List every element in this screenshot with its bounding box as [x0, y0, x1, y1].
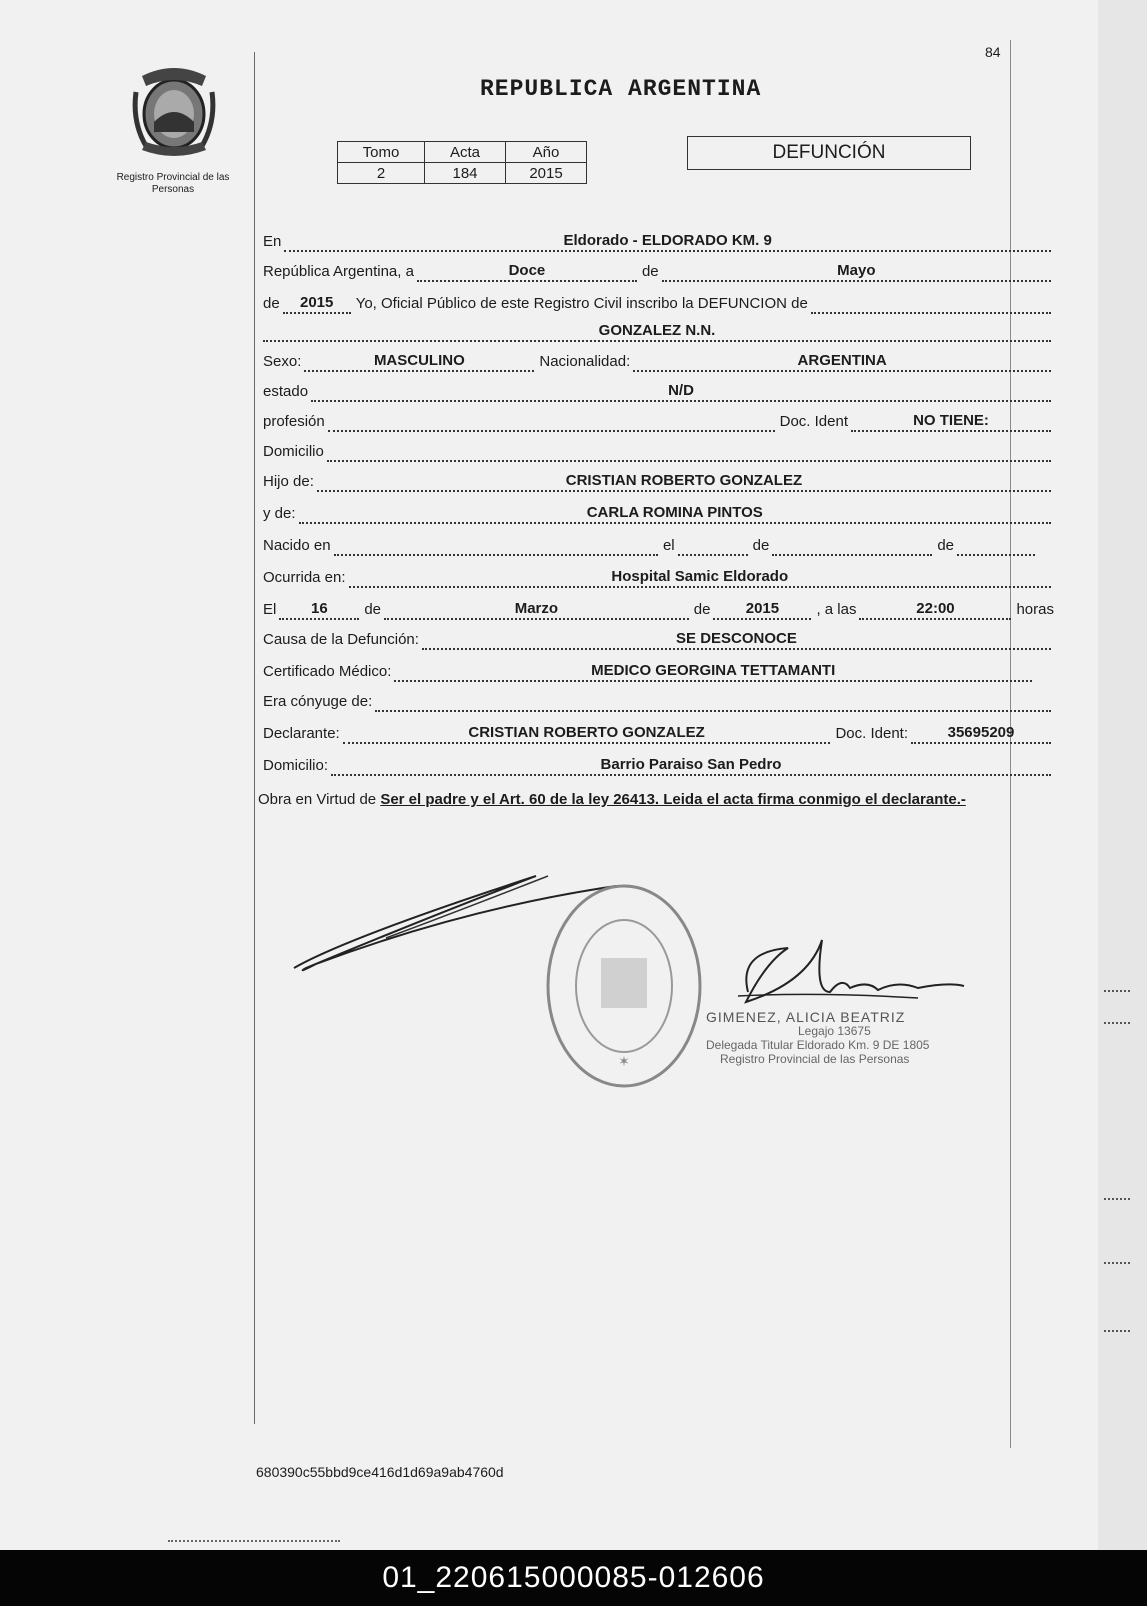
label-death-de-1: de — [364, 601, 382, 618]
field-declarant-address: Barrio Paraiso San Pedro — [331, 756, 1051, 776]
label-ocurrida-en: Ocurrida en: — [263, 569, 346, 586]
field-death-year: 2015 — [713, 600, 811, 620]
row-cause — [263, 624, 1051, 650]
label-inscribo: Yo, Oficial Público de este Registro Civil inscribo la DEFUNCION de — [355, 295, 808, 312]
row-sex-nationality — [263, 346, 1051, 372]
label-domicilio: Domicilio — [263, 443, 324, 460]
field-obra: Ser el padre y el Art. 60 de la ley 26413. Leida el acta firma conmigo el declarante.- — [380, 791, 966, 808]
row-declarant — [263, 718, 1051, 744]
label-el: el — [662, 537, 675, 554]
field-month: Mayo — [662, 262, 1051, 282]
field-declarant-doc: 35695209 — [911, 724, 1051, 744]
label-domicilio-2: Domicilio: — [263, 757, 329, 774]
meta-value-anio: 2015 — [506, 163, 587, 184]
meta-value-tomo: 2 — [338, 163, 425, 184]
row-registration-date — [263, 256, 1051, 282]
field-mother: CARLA ROMINA PINTOS — [299, 504, 1051, 524]
label-doc-ident: Doc. Ident — [779, 413, 848, 430]
row-father — [263, 466, 1051, 492]
official-registry: Registro Provincial de las Personas — [720, 1052, 910, 1066]
field-birth-place — [334, 553, 658, 556]
label-a-las: , a las — [816, 601, 857, 618]
field-declarant: CRISTIAN ROBERTO GONZALEZ — [343, 724, 831, 744]
field-sexo: MASCULINO — [304, 352, 534, 372]
field-death-day: 16 — [279, 600, 359, 620]
svg-text:✶: ✶ — [618, 1053, 630, 1069]
label-de: de — [641, 263, 659, 280]
page-edge-dots — [1104, 1022, 1130, 1025]
meta-value-acta: 184 — [425, 163, 506, 184]
label-profesion: profesión — [263, 413, 325, 430]
field-spouse — [375, 709, 1051, 712]
field-estado: N/D — [311, 382, 1051, 402]
label-hijo-de: Hijo de: — [263, 473, 314, 490]
label-horas: horas — [1016, 601, 1054, 618]
label-de-3: de — [937, 537, 954, 554]
obra-en-virtud — [258, 790, 1000, 810]
row-estado — [263, 376, 1051, 402]
field-place: Eldorado - ELDORADO KM. 9 — [284, 232, 1051, 252]
label-estado: estado — [263, 383, 309, 400]
document-title: REPUBLICA ARGENTINA — [480, 76, 762, 102]
field-birth-month — [772, 553, 932, 556]
field-year: 2015 — [283, 294, 351, 314]
meta-header-anio: Año — [506, 142, 587, 163]
field-father: CRISTIAN ROBERTO GONZALEZ — [317, 472, 1051, 492]
page-edge-dots — [1104, 990, 1130, 993]
field-cause: SE DESCONOCE — [422, 630, 1051, 650]
label-declarant-doc: Doc. Ident: — [835, 725, 908, 742]
row-domicilio — [263, 436, 1051, 462]
field-death-place: Hospital Samic Eldorado — [349, 568, 1051, 588]
record-type-box: DEFUNCIÓN — [687, 136, 971, 170]
official-name: GIMENEZ, ALICIA BEATRIZ — [706, 1009, 906, 1025]
label-causa: Causa de la Defunción: — [263, 631, 419, 648]
label-de-2: de — [752, 537, 770, 554]
field-day: Doce — [417, 262, 637, 282]
field-domicilio — [327, 459, 1051, 462]
row-certificate — [263, 656, 1032, 682]
bottom-dotted-line — [168, 1540, 340, 1542]
misiones-coat-of-arms-logo — [128, 62, 220, 164]
field-profesion — [328, 429, 775, 432]
field-birth-year — [957, 553, 1035, 556]
label-de-year: de — [263, 295, 280, 312]
row-place — [263, 226, 1051, 252]
row-occurred — [263, 562, 1051, 588]
field-doc-ident: NO TIENE: — [851, 412, 1051, 432]
page-number: 84 — [985, 44, 1001, 60]
file-id-bar: 01_220615000085-012606 — [0, 1550, 1147, 1606]
official-stamp-text — [706, 1010, 929, 1066]
row-spouse — [263, 686, 1051, 712]
row-profession-doc — [263, 406, 1051, 432]
official-legajo: Legajo 13675 — [798, 1024, 871, 1038]
registry-caption: Registro Provincial de las Personas — [116, 172, 230, 195]
label-declarante: Declarante: — [263, 725, 340, 742]
official-role: Delegada Titular Eldorado Km. 9 DE 1805 — [706, 1038, 930, 1052]
label-conyuge: Era cónyuge de: — [263, 693, 373, 710]
meta-header-tomo: Tomo — [338, 142, 425, 163]
field-death-month: Marzo — [384, 600, 689, 620]
label-nacido-en: Nacido en — [263, 537, 331, 554]
label-certificado: Certificado Médico: — [263, 663, 392, 680]
record-meta-table — [337, 141, 587, 184]
row-mother — [263, 498, 1051, 524]
official-seal-stamp — [543, 880, 705, 1092]
row-death-date — [263, 594, 1057, 620]
row-declarant-address — [263, 750, 1051, 776]
page-edge-dots — [1104, 1262, 1130, 1265]
row-deceased-name — [263, 316, 1051, 342]
field-inscribo-blank — [811, 311, 1051, 314]
label-en: En — [263, 233, 282, 250]
label-republica: República Argentina, a — [263, 263, 414, 280]
label-el-date: El — [263, 601, 277, 618]
meta-header-acta: Acta — [425, 142, 506, 163]
row-year-inscription — [263, 288, 1051, 314]
field-birth-day — [678, 553, 748, 556]
field-death-time: 22:00 — [859, 600, 1011, 620]
field-certificate: MEDICO GEORGINA TETTAMANTI — [394, 662, 1032, 682]
label-y-de: y de: — [263, 505, 296, 522]
page-edge-dots — [1104, 1330, 1130, 1333]
underlying-page-edge — [1098, 0, 1147, 1550]
row-birth — [263, 530, 1035, 556]
page-edge-dots — [1104, 1198, 1130, 1201]
label-nacionalidad: Nacionalidad: — [539, 353, 631, 370]
document-hash: 680390c55bbd9ce416d1d69a9ab4760d — [256, 1464, 504, 1480]
left-margin-line — [254, 52, 255, 1424]
label-death-de-2: de — [693, 601, 711, 618]
field-deceased-name: GONZALEZ N.N. — [263, 322, 1051, 342]
label-obra: Obra en Virtud de — [258, 791, 377, 808]
field-nacionalidad: ARGENTINA — [633, 352, 1051, 372]
label-sexo: Sexo: — [263, 353, 302, 370]
